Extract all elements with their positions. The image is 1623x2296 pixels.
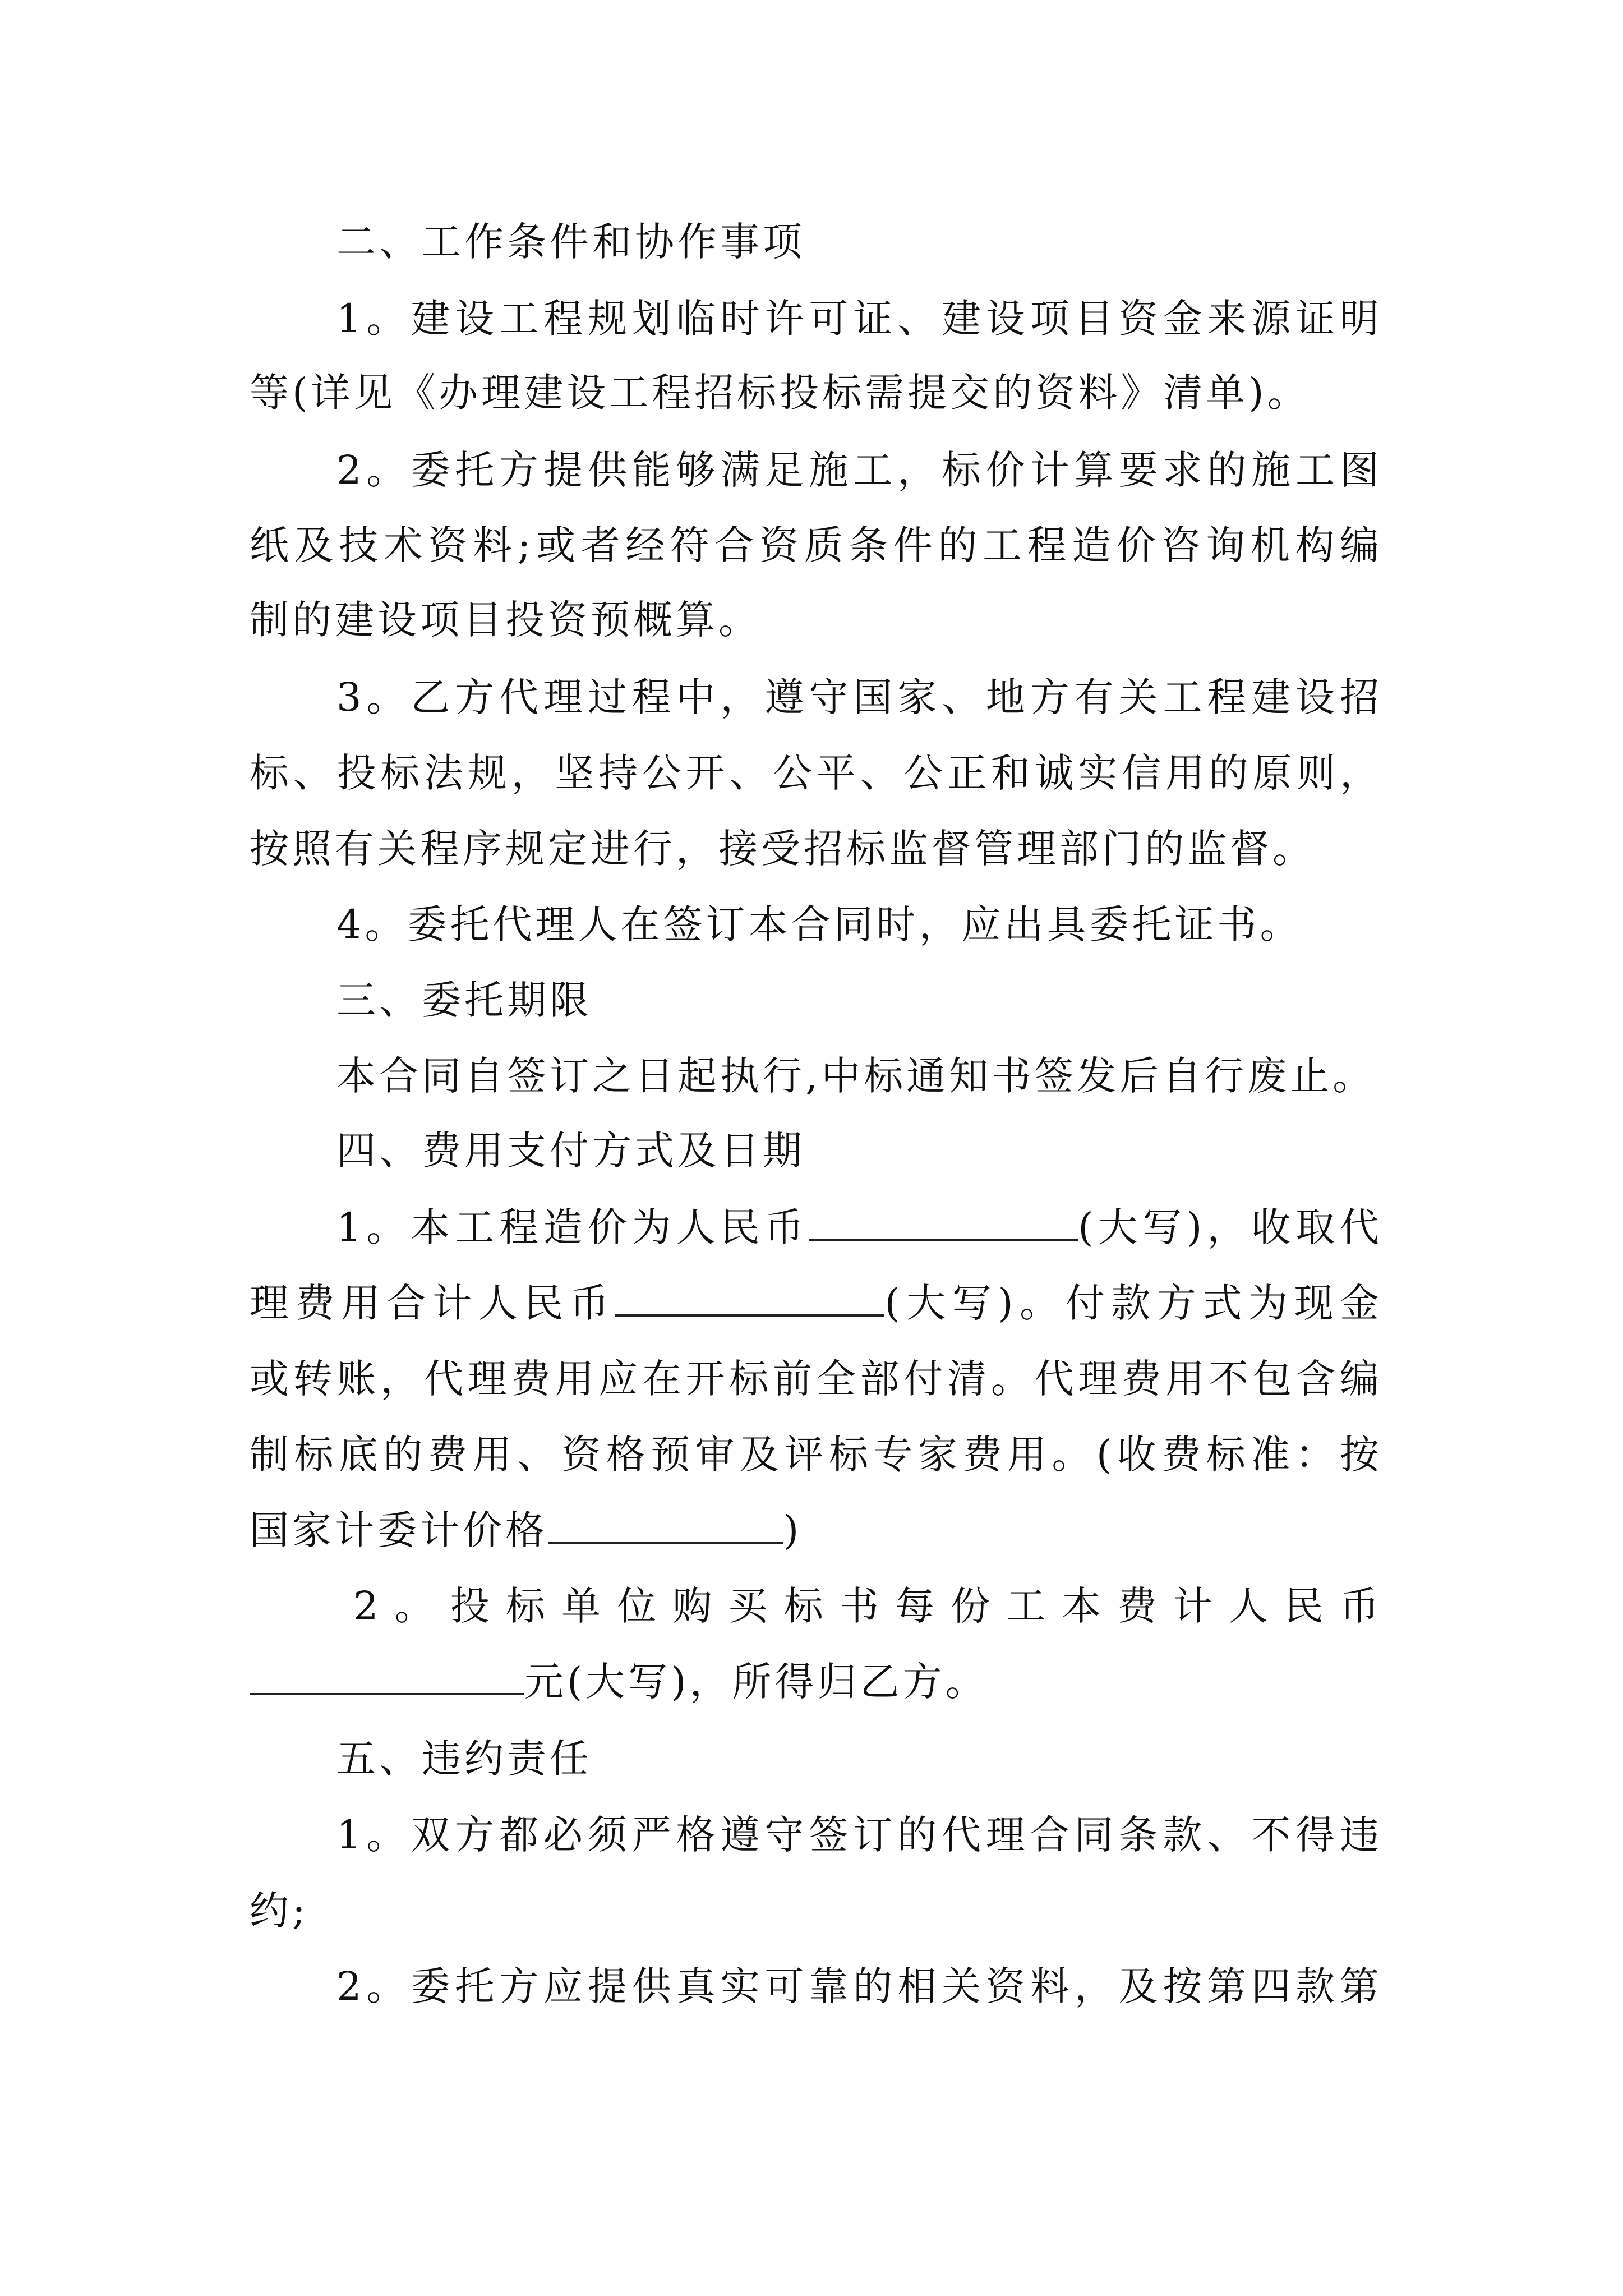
clause-5-2-line-1: 2。委托方应提供真实可靠的相关资料，及按第四款第	[336, 1963, 1382, 2009]
clause-4-1-line-4: 制标底的费用、资格预审及评标专家费用。(收费标准：按	[250, 1432, 1382, 1478]
clause-4-1-text-e: 国家计委计价格	[250, 1507, 548, 1553]
clause-4-1-text-f: )	[783, 1507, 803, 1553]
clause-4-1-line-5	[250, 1503, 1382, 1557]
clause-2-1-line-1: 1。建设工程规划临时许可证、建设项目资金来源证明	[336, 296, 1382, 342]
clause-4-2-line-1: 2。投标单位购买标书每份工本费计人民币	[353, 1583, 1382, 1629]
clause-2-3-line-2: 标、投标法规，坚持公开、公平、公正和诚实信用的原则，	[250, 750, 1382, 796]
clause-2-3-line-1: 3。乙方代理过程中，遵守国家、地方有关工程建设招	[336, 674, 1382, 720]
clause-2-1-line-2: 等(详见《办理建设工程招标投标需提交的资料》清单)。	[250, 370, 1310, 416]
section-heading-term: 三、委托期限	[336, 977, 592, 1023]
document-fee-blank	[250, 1658, 524, 1695]
clause-2-4: 4。委托代理人在签订本合同时，应出具委托证书。	[336, 901, 1303, 947]
clause-2-3-line-3: 按照有关程序规定进行，接受招标监督管理部门的监督。	[250, 826, 1315, 872]
clause-4-1-text-b: (大写)，收取代	[1078, 1204, 1382, 1250]
section-heading-work-conditions: 二、工作条件和协作事项	[336, 219, 805, 265]
clause-2-2-line-2: 纸及技术资料;或者经符合资质条件的工程造价咨询机构编	[250, 522, 1382, 568]
clause-4-1-line-1	[336, 1200, 1382, 1254]
clause-4-2-text-b: 元(大写)，所得归乙方。	[524, 1659, 988, 1705]
clause-5-1-line-1: 1。双方都必须严格遵守签订的代理合同条款、不得违	[336, 1812, 1382, 1858]
clause-2-2-line-3: 制的建设项目投资预概算。	[250, 597, 761, 643]
clause-2-2-line-1: 2。委托方提供能够满足施工，标价计算要求的施工图	[336, 447, 1382, 493]
term-clause: 本合同自签订之日起执行,中标通知书签发后自行废止。	[336, 1053, 1376, 1099]
clause-4-2-line-2	[250, 1655, 1382, 1709]
clause-4-1-text-d: (大写)。付款方式为现金	[884, 1280, 1383, 1326]
agency-fee-blank	[615, 1280, 884, 1317]
clause-4-1-text-c: 理费用合计人民币	[250, 1280, 616, 1326]
fee-standard-blank	[548, 1507, 783, 1544]
clause-4-1-line-2	[250, 1276, 1382, 1330]
clause-5-1-line-2: 约;	[250, 1888, 309, 1934]
project-cost-blank	[809, 1204, 1078, 1241]
section-heading-payment: 四、费用支付方式及日期	[336, 1128, 805, 1174]
clause-4-1-line-3: 或转账，代理费用应在开标前全部付清。代理费用不包含编	[250, 1356, 1382, 1402]
clause-4-1-text-a: 1。本工程造价为人民币	[336, 1204, 809, 1250]
section-heading-liability: 五、违约责任	[336, 1736, 592, 1782]
